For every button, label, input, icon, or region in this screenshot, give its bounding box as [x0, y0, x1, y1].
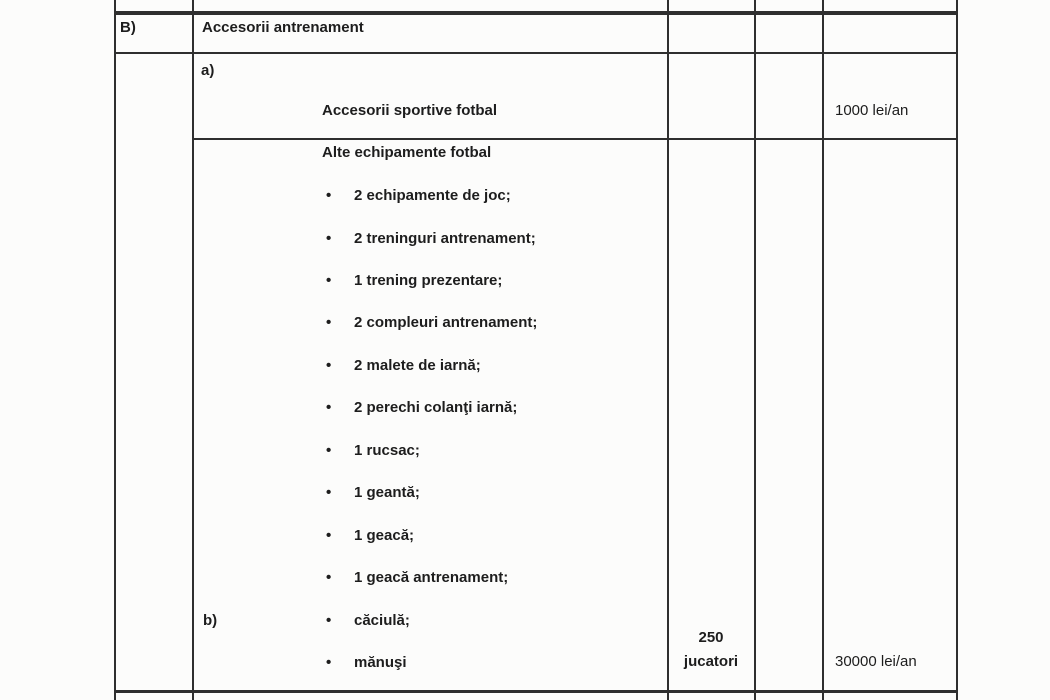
- bullet-icon: •: [326, 230, 332, 247]
- list-item: [326, 229, 536, 249]
- sub-b-heading: Alte echipamente fotbal: [322, 144, 492, 161]
- table-gridline-horizontal-thick: [114, 11, 958, 15]
- list-item: [326, 313, 537, 333]
- list-item: [326, 526, 414, 546]
- bullet-icon: •: [326, 399, 332, 416]
- sub-b-price: 30000 lei/an: [835, 653, 917, 670]
- bullet-icon: •: [326, 654, 332, 671]
- list-item-text: 1 geantă;: [354, 484, 420, 501]
- list-item: [326, 611, 410, 631]
- table-gridline-horizontal-thick: [114, 690, 958, 693]
- list-item-text: 2 echipamente de joc;: [354, 187, 511, 204]
- section-title: Accesorii antrenament: [202, 19, 364, 36]
- table-gridline-vertical: [192, 0, 194, 700]
- bullet-icon: •: [326, 272, 332, 289]
- list-item-text: mănuşi: [354, 654, 407, 671]
- list-item-text: 1 geacă antrenament;: [354, 569, 509, 586]
- table-gridline-horizontal: [192, 138, 958, 140]
- bullet-icon: •: [326, 612, 332, 629]
- bullet-icon: •: [326, 484, 332, 501]
- list-item-text: 2 perechi colanţi iarnă;: [354, 399, 518, 416]
- quantity-unit: jucatori: [683, 653, 739, 670]
- list-item: [326, 653, 407, 673]
- bullet-icon: •: [326, 569, 332, 586]
- quantity-value: 250: [698, 629, 724, 646]
- bullet-icon: •: [326, 187, 332, 204]
- table-gridline-vertical: [956, 0, 958, 700]
- list-item-text: căciulă;: [354, 612, 410, 629]
- sub-a-price: 1000 lei/an: [835, 102, 909, 119]
- list-item: [326, 356, 481, 376]
- list-item: [326, 398, 517, 418]
- table-gridline-vertical: [114, 0, 116, 700]
- list-item: [326, 271, 502, 291]
- list-item: [326, 483, 420, 503]
- list-item: [326, 568, 508, 588]
- section-label: B): [120, 19, 136, 36]
- bullet-icon: •: [326, 314, 332, 331]
- list-item-text: 2 malete de iarnă;: [354, 357, 481, 374]
- list-item-text: 2 compleuri antrenament;: [354, 314, 538, 331]
- bullet-icon: •: [326, 442, 332, 459]
- bullet-icon: •: [326, 357, 332, 374]
- sub-a-label: a): [201, 62, 215, 79]
- list-item-text: 2 treninguri antrenament;: [354, 230, 536, 247]
- list-item: [326, 441, 420, 461]
- list-item-text: 1 geacă;: [354, 527, 415, 544]
- bullet-icon: •: [326, 527, 332, 544]
- sub-b-label: b): [203, 612, 218, 629]
- table-gridline-horizontal: [114, 52, 958, 54]
- list-item-text: 1 trening prezentare;: [354, 272, 503, 289]
- table-gridline-vertical: [667, 0, 669, 700]
- list-item: [326, 186, 511, 206]
- table-gridline-vertical: [822, 0, 824, 700]
- sub-a-item: Accesorii sportive fotbal: [322, 102, 498, 119]
- list-item-text: 1 rucsac;: [354, 442, 420, 459]
- table-gridline-vertical: [754, 0, 756, 700]
